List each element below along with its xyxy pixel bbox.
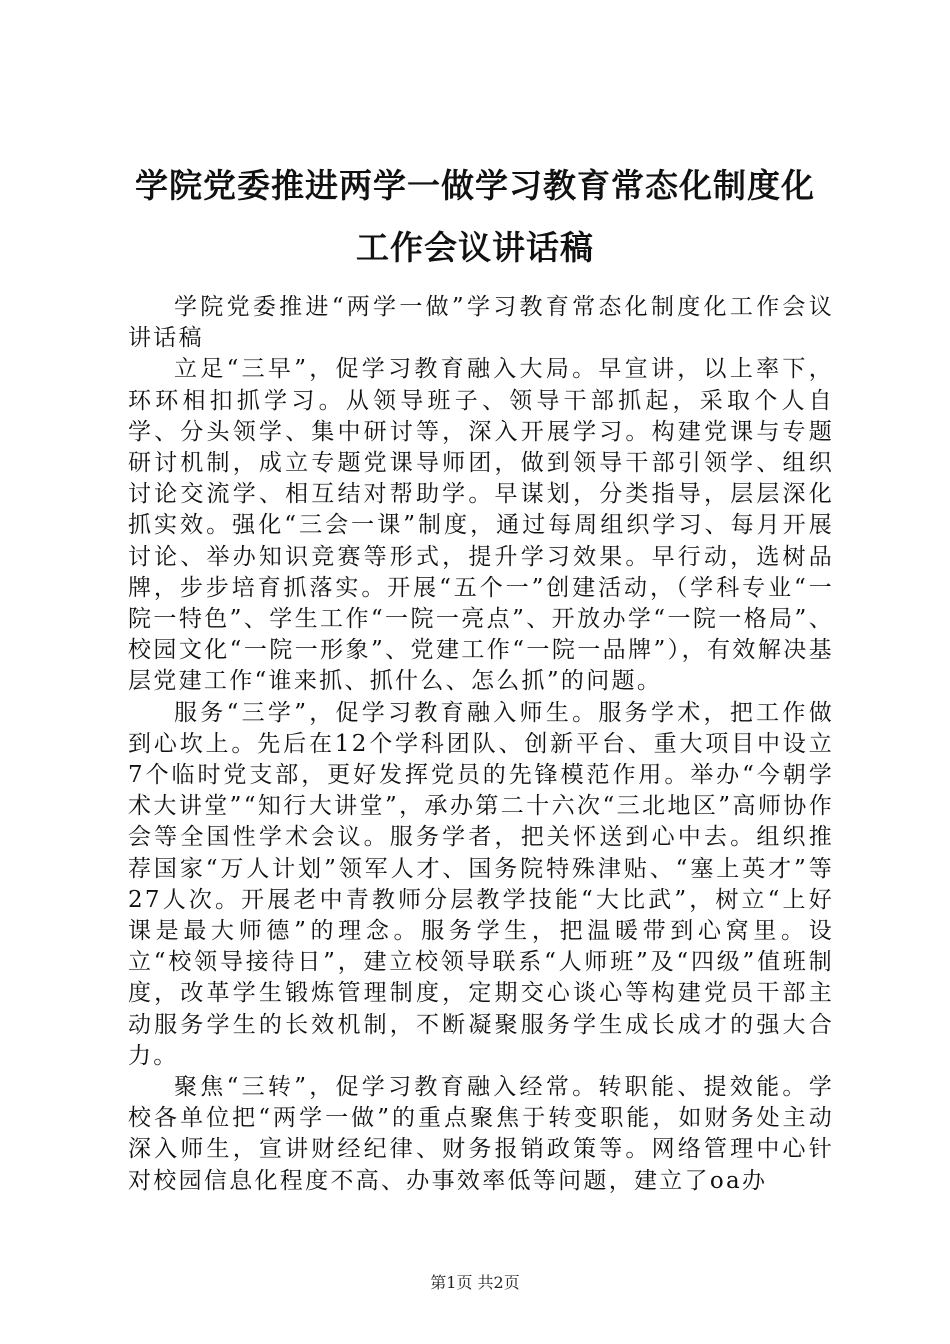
page-number-footer: 第1页 共2页 — [430, 1273, 520, 1292]
paragraph-2: 服务“三学”，促学习教育融入师生。服务学术，把工作做到心坎上。先后在12个学科团队、创新平台、重大项目中设立7个临时党支部，更好发挥党员的先锋模范作用。举办“今朝学术大讲堂”“知行大讲堂”，承办第二十六次“三北地区”高师协作会等全国性学术会议。服务学者，把关怀送到心中去。组织推荐国家“万人计划”领军人才、国务院特殊津贴、“塞上英才”等27人次。开展老中青教师分层教学技能“大比武”，树立“上好课是最大师德”的理念。服务学生，把温暖带到心窝里。设立“校领导接待日”，建立校领导联系“人师班”及“四级”值班制度，改革学生锻炼管理制度，定期交心谈心等构建党员干部主动服务学生的长效机制，不断凝聚服务学生成长成才的强大合力。 — [128, 699, 834, 1069]
document-body — [128, 292, 834, 1197]
document-title-line-2: 工作会议讲话稿 — [356, 228, 594, 267]
paragraph-3: 聚焦“三转”，促学习教育融入经常。转职能、提效能。学校各单位把“两学一做”的重点聚焦于转变职能，如财务处主动深入师生，宣讲财经纪律、财务报销政策等。网络管理中心针对校园信息化程度不高、办事效率低等问题，建立了oa办 — [128, 1074, 834, 1194]
paragraph-1: 立足“三早”，促学习教育融入大局。早宣讲，以上率下，环环相扣抓学习。从领导班子、领导干部抓起，采取个人自学、分头领学、集中研讨等，深入开展学习。构建党课与专题研讨机制，成立专题党课导师团，做到领导干部引领学、组织讨论交流学、相互结对帮助学。早谋划，分类指导，层层深化抓实效。强化“三会一课”制度，通过每周组织学习、每月开展讨论、举办知识竞赛等形式，提升学习效果。早行动，选树品牌，步步培育抓落实。开展“五个一”创建活动，（学科专业“一院一特色”、学生工作“一院一亮点”、开放办学“一院一格局”、校园文化“一院一形象”、党建工作“一院一品牌”），有效解决基层党建工作“谁来抓、抓什么、怎么抓”的问题。 — [128, 356, 834, 695]
paragraph-subtitle: 学院党委推进“两学一做”学习教育常态化制度化工作会议讲话稿 — [128, 294, 834, 352]
document-title-line-1: 学院党委推进两学一做学习教育常态化制度化 — [135, 166, 815, 205]
